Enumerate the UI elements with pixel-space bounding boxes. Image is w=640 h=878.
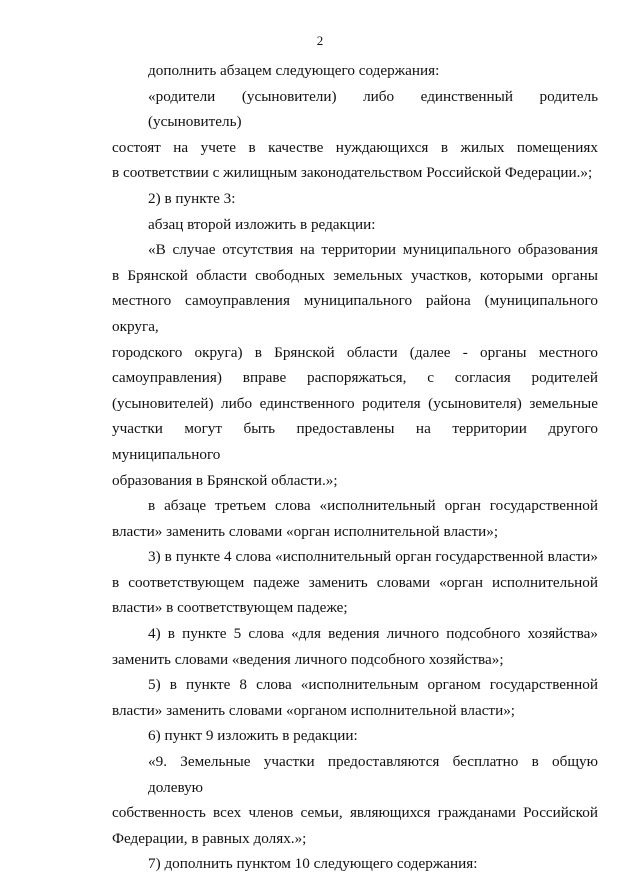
- text-line: 5) в пункте 8 слова «исполнительным органом государственной: [148, 676, 598, 694]
- paragraph: [112, 493, 598, 544]
- text-line: власти» заменить словами «органом исполнительной власти»;: [112, 701, 516, 719]
- text-line: 2) в пункте 3:: [148, 189, 236, 207]
- text-line: в соответствующем падеже заменить словами «орган исполнительной: [112, 573, 598, 591]
- text-line: состоят на учете в качестве нуждающихся в жилых помещениях: [112, 138, 598, 156]
- text-line: «9. Земельные участки предоставляются бесплатно в общую долевую: [148, 753, 598, 796]
- paragraph: [112, 84, 598, 186]
- paragraph: [112, 672, 598, 723]
- document-body: [112, 58, 598, 877]
- text-line: абзац второй изложить в редакции:: [148, 215, 376, 233]
- text-line: 7) дополнить пунктом 10 следующего содержания:: [148, 855, 478, 873]
- text-line: участки могут быть предоставлены на территории другого муниципального: [112, 420, 598, 463]
- text-line: городского округа) в Брянской области (далее - органы местного: [112, 343, 598, 361]
- text-line: в соответствии с жилищным законодательством Российской Федерации.»;: [112, 164, 593, 182]
- text-line: местного самоуправления муниципального района (муниципального округа,: [112, 292, 598, 335]
- text-line: заменить словами «ведения личного подсобного хозяйства»;: [112, 650, 504, 668]
- page-number: 2: [316, 33, 324, 48]
- text-line: 6) пункт 9 изложить в редакции:: [148, 727, 358, 745]
- text-line: власти» заменить словами «орган исполнительной власти»;: [112, 522, 499, 540]
- text-line: (усыновителей) либо единственного родителя (усыновителя) земельные: [112, 394, 598, 412]
- paragraph: [112, 212, 598, 238]
- paragraph: [112, 723, 598, 749]
- paragraph: [112, 621, 598, 672]
- paragraph: [112, 544, 598, 621]
- text-line: в Брянской области свободных земельных участков, которыми органы: [112, 266, 598, 284]
- paragraph: [112, 237, 598, 493]
- text-line: образования в Брянской области.»;: [112, 471, 338, 489]
- text-line: Федерации, в равных долях.»;: [112, 829, 307, 847]
- text-line: в абзаце третьем слова «исполнительный орган государственной: [148, 497, 598, 515]
- text-line: «В случае отсутствия на территории муниципального образования: [148, 241, 598, 259]
- text-line: собственность всех членов семьи, являющихся гражданами Российской: [112, 804, 598, 822]
- text-line: самоуправления) вправе распоряжаться, с согласия родителей: [112, 369, 598, 387]
- paragraph: [112, 749, 598, 851]
- text-line: «родители (усыновители) либо единственный родитель (усыновитель): [148, 87, 598, 131]
- text-line: власти» в соответствующем падеже;: [112, 599, 348, 617]
- paragraph: [112, 58, 598, 84]
- paragraph: [112, 851, 598, 877]
- text-line: дополнить абзацем следующего содержания:: [148, 62, 440, 79]
- text-line: 4) в пункте 5 слова «для ведения личного подсобного хозяйства»: [148, 625, 598, 643]
- paragraph: [112, 186, 598, 212]
- text-line: 3) в пункте 4 слова «исполнительный орган государственной власти»: [148, 548, 598, 566]
